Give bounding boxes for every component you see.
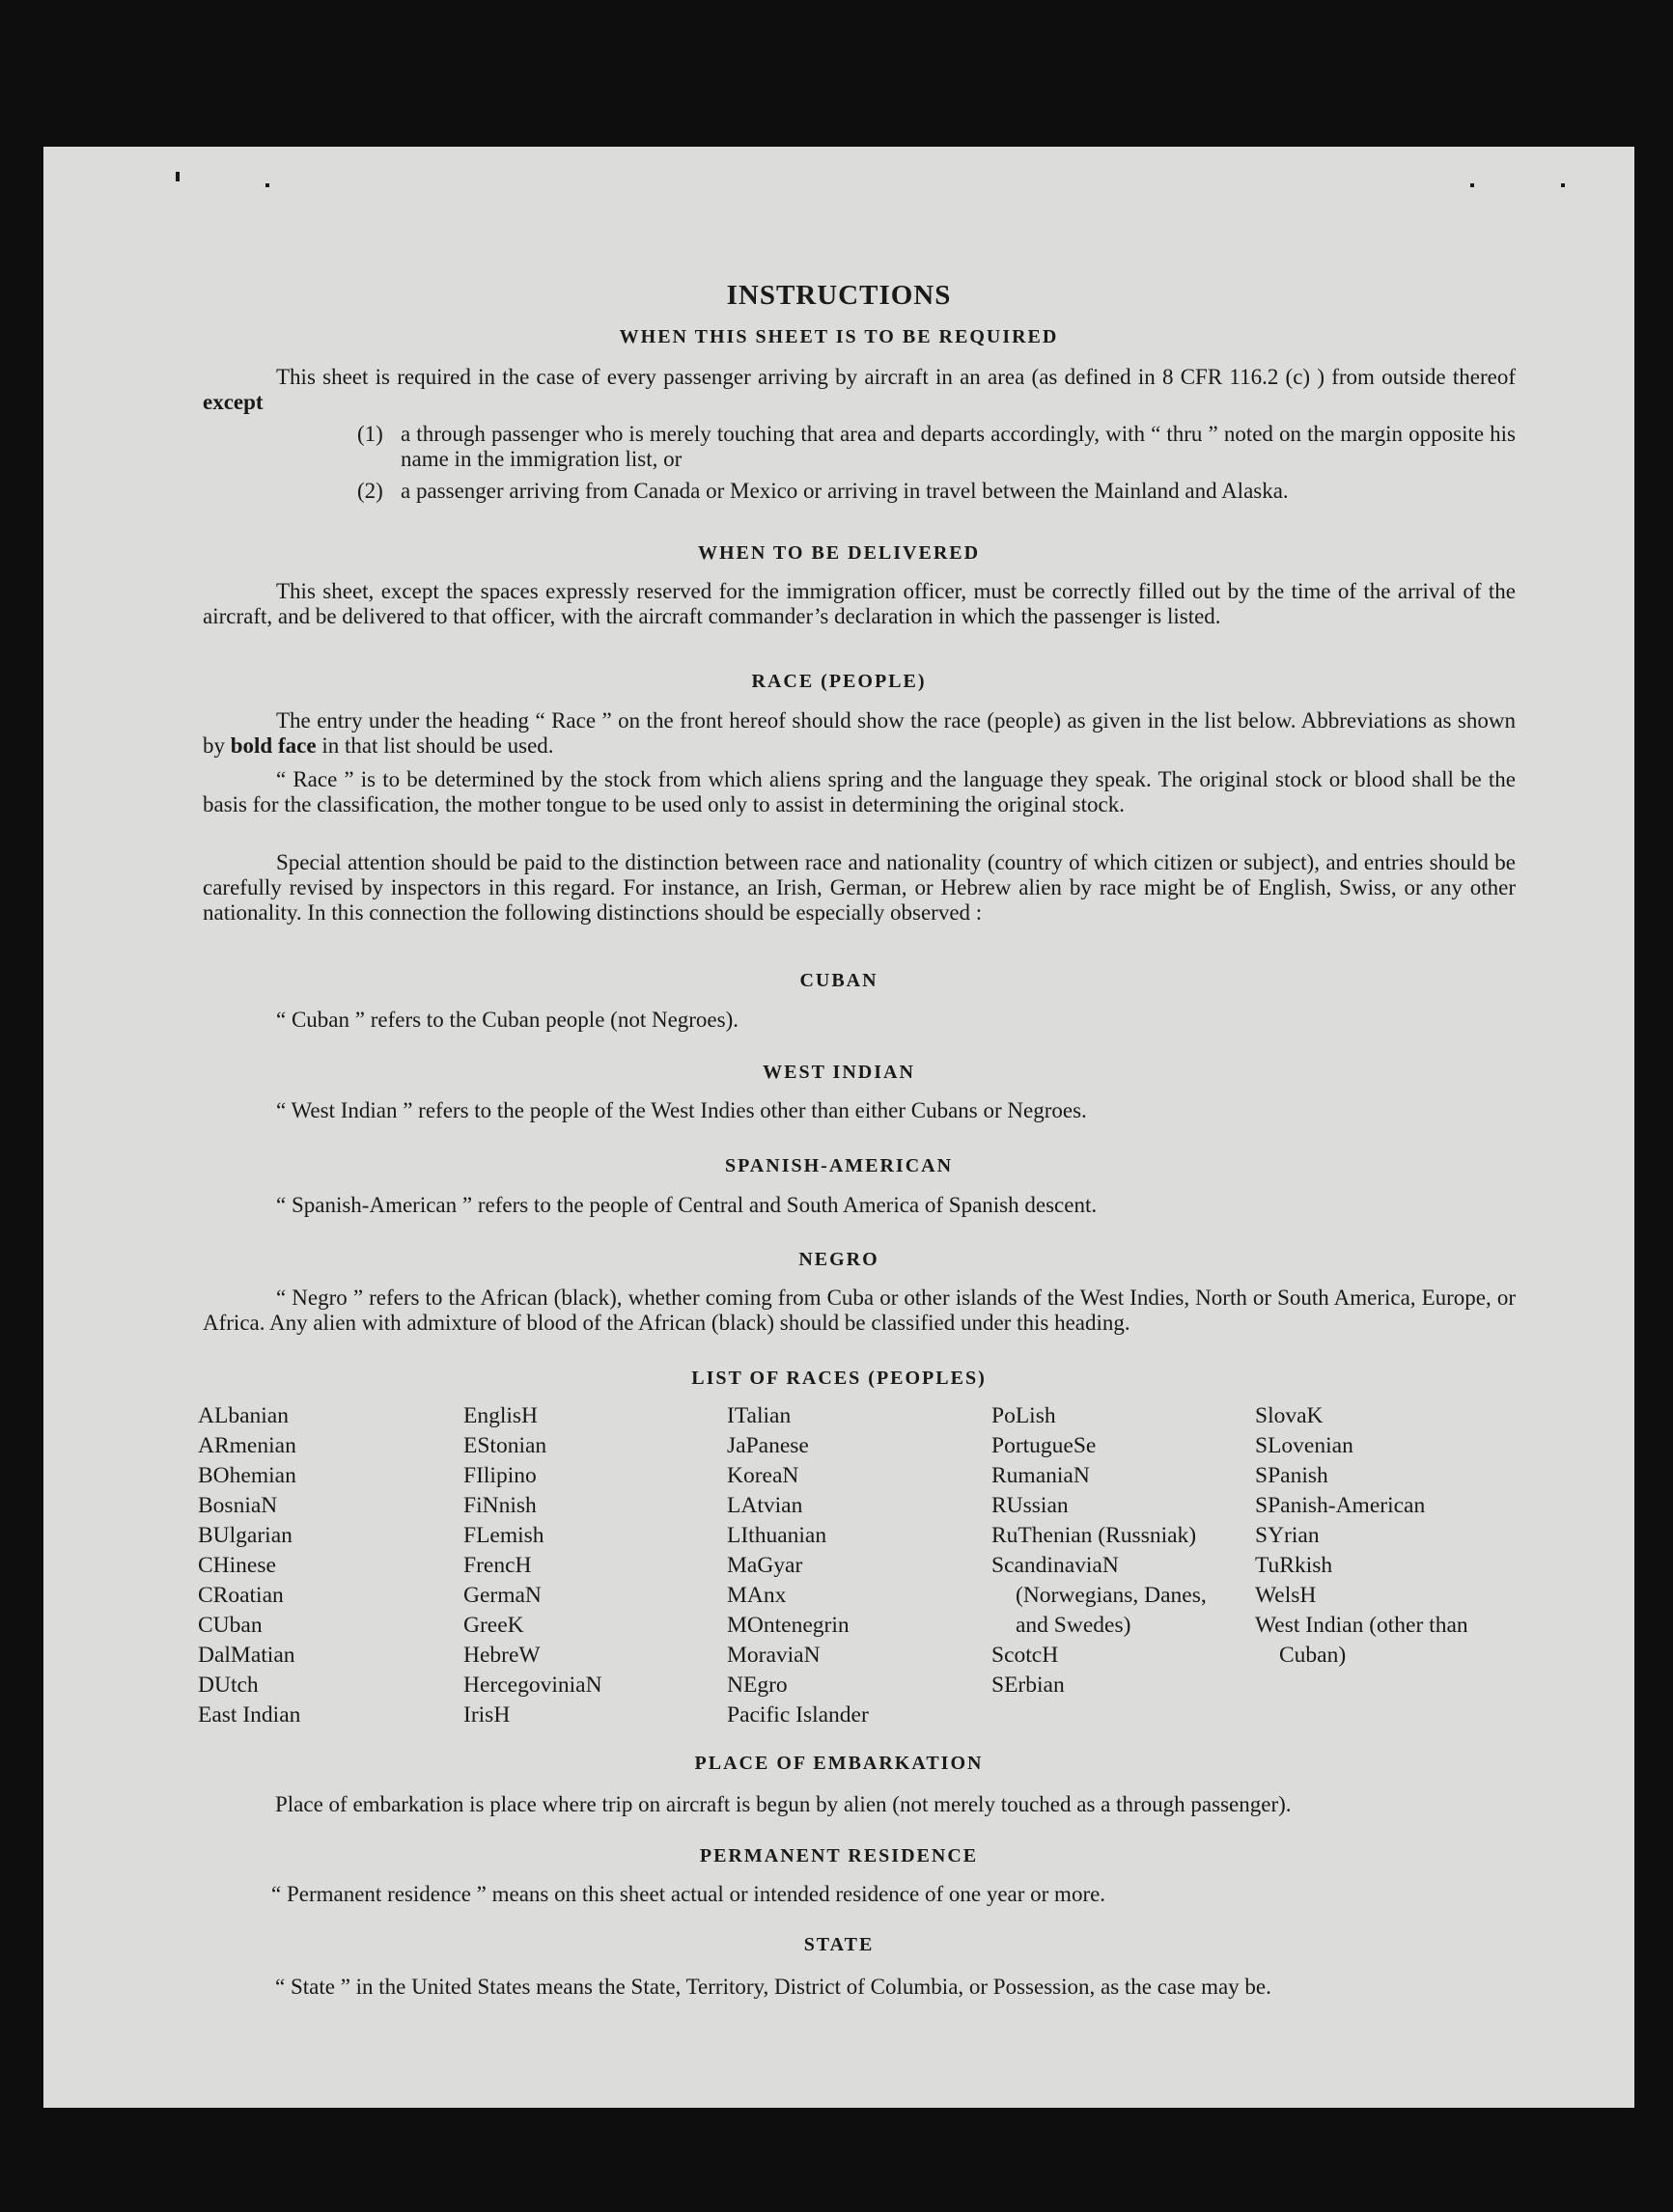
- race-entry: ARmenian: [198, 1433, 296, 1458]
- heading-state: STATE: [803, 1934, 875, 1955]
- race-entry: HercegoviniaN: [463, 1673, 602, 1698]
- race-entry: CHinese: [198, 1553, 276, 1578]
- west-indian-text: “ West Indian ” refers to the people of the West Indies other than either Cubans or Negroes.: [276, 1098, 1087, 1122]
- heading-when-required: WHEN THIS SHEET IS TO BE REQUIRED: [619, 326, 1059, 347]
- heading-place-of-embarkation: PLACE OF EMBARKATION: [694, 1753, 984, 1774]
- race-entry: Pacific Islander: [727, 1702, 869, 1728]
- bold-face-text: bold face: [230, 733, 317, 758]
- race-entry: FiNnish: [463, 1493, 537, 1518]
- race-paragraph-2: “ Race ” is to be determined by the stock from which aliens spring and the language they speak. The original stock or blood shall be the basis for the classification, the mother tongue to be used only to assist in determining the original stock.: [203, 767, 1516, 816]
- race-entry: ALbanian: [198, 1403, 289, 1428]
- race-entry: MaGyar: [727, 1553, 803, 1578]
- race-entry: DUtch: [198, 1673, 259, 1698]
- race-entry: FIlipino: [463, 1463, 537, 1488]
- race-entry: GreeK: [463, 1613, 524, 1638]
- race-entry: WelsH: [1255, 1583, 1317, 1608]
- race-column-1: [198, 1401, 444, 1730]
- race-entry: BUlgarian: [198, 1523, 293, 1548]
- race-entry: GermaN: [463, 1583, 542, 1608]
- scan-mark: [176, 172, 180, 181]
- scan-mark: [265, 183, 269, 187]
- item-text: a through passenger who is merely touching that area and departs accordingly, with “ thru ” noted on the margin opposite his name in the immigration list, or: [401, 422, 1516, 471]
- race-entry: LAtvian: [727, 1493, 803, 1518]
- document-sheet: [43, 147, 1634, 2108]
- race-p1-text-a: The entry under the heading “ Race ” on the front hereof should show the race (people) as given in the list below. Abbreviations as shown by: [203, 708, 1516, 758]
- race-entry: SLovenian: [1255, 1433, 1353, 1458]
- race-entry: PortugueSe: [991, 1433, 1097, 1458]
- race-entry: CUban: [198, 1613, 263, 1638]
- race-entry: RumaniaN: [991, 1463, 1090, 1488]
- race-entry: LIthuanian: [727, 1523, 827, 1548]
- cuban-text: “ Cuban ” refers to the Cuban people (not Negroes).: [276, 1008, 739, 1032]
- heading-west-indian: WEST INDIAN: [763, 1062, 915, 1083]
- race-paragraph-1: [203, 708, 1516, 759]
- except-bold: except: [203, 390, 264, 414]
- race-entry: East Indian: [198, 1702, 301, 1728]
- race-column-5: [1255, 1401, 1492, 1671]
- heading-race: RACE (PEOPLE): [751, 671, 927, 692]
- when-required-intro: [203, 365, 1516, 415]
- heading-negro: NEGRO: [798, 1249, 879, 1270]
- race-entry: MoraviaN: [727, 1643, 821, 1668]
- item-number: (2): [357, 479, 383, 503]
- race-entry: SPanish-American: [1255, 1493, 1426, 1518]
- race-entry: EStonian: [463, 1433, 547, 1458]
- heading-permanent-residence: PERMANENT RESIDENCE: [699, 1845, 979, 1866]
- heading-cuban: CUBAN: [799, 970, 878, 991]
- race-entry: PoLish: [991, 1403, 1056, 1428]
- scan-mark: [1470, 183, 1474, 187]
- race-entry: SErbian: [991, 1673, 1065, 1698]
- race-entry: TuRkish: [1255, 1553, 1333, 1578]
- race-paragraph-3: Special attention should be paid to the distinction between race and nationality (country of which citizen or subject), and entries should be carefully revised by inspectors in this regard. For instance, an Irish, German, or Hebrew alien by race might be of English, Swiss, or any other nationality. In this connection the following distinctions should be especially observed :: [203, 850, 1516, 925]
- when-delivered-text: This sheet, except the spaces expressly reserved for the immigration officer, must be correctly filled out by the time of the arrival of the aircraft, and be delivered to that officer, with the aircraft commander’s declaration in which the passenger is listed.: [203, 579, 1516, 628]
- race-entry: SPanish: [1255, 1463, 1328, 1488]
- place-of-embarkation-text: Place of embarkation is place where trip on aircraft is begun by alien (not merely touched as a through passenger).: [275, 1792, 1292, 1816]
- race-entry: NEgro: [727, 1673, 788, 1698]
- race-entry: West Indian (other than Cuban): [1255, 1613, 1468, 1668]
- race-entry: ScandinaviaN (Norwegians, Danes, and Swedes): [991, 1553, 1207, 1638]
- heading-spanish-american: SPANISH-AMERICAN: [724, 1155, 954, 1176]
- race-column-3: [727, 1401, 983, 1730]
- race-entry: EnglisH: [463, 1403, 539, 1428]
- heading-when-delivered: WHEN TO BE DELIVERED: [697, 542, 981, 564]
- race-entry: IrisH: [463, 1702, 511, 1728]
- list-item: [357, 479, 1516, 504]
- race-entry: RuThenian (Russniak): [991, 1523, 1197, 1548]
- race-entry: HebreW: [463, 1643, 541, 1668]
- when-required-intro-text: This sheet is required in the case of every passenger arriving by aircraft in an area (as defined in 8 CFR 116.2 (c) ) from outside thereof: [276, 365, 1516, 389]
- item-text: a passenger arriving from Canada or Mexico or arriving in travel between the Mainland and Alaska.: [401, 479, 1289, 503]
- race-entry: FLemish: [463, 1523, 544, 1548]
- spanish-american-text: “ Spanish-American ” refers to the people of Central and South America of Spanish descent.: [276, 1193, 1098, 1217]
- race-entry: BOhemian: [198, 1463, 296, 1488]
- race-column-4: [991, 1401, 1238, 1700]
- race-entry: ITalian: [727, 1403, 792, 1428]
- race-entry: RUssian: [991, 1493, 1069, 1518]
- scan-mark: [1561, 183, 1565, 187]
- race-entry: KoreaN: [727, 1463, 799, 1488]
- race-entry: SlovaK: [1255, 1403, 1324, 1428]
- race-entry: ScotcH: [991, 1643, 1059, 1668]
- permanent-residence-text: “ Permanent residence ” means on this sheet actual or intended residence of one year or more.: [271, 1882, 1106, 1906]
- race-entry: SYrian: [1255, 1523, 1320, 1548]
- race-entry: MOntenegrin: [727, 1613, 850, 1638]
- race-p1-text-b: in that list should be used.: [321, 733, 554, 758]
- state-text: “ State ” in the United States means the State, Territory, District of Columbia, or Possession, as the case may be.: [275, 1975, 1271, 1999]
- race-entry: FrencH: [463, 1553, 532, 1578]
- page-title: INSTRUCTIONS: [726, 280, 952, 311]
- race-entry: JaPanese: [727, 1433, 809, 1458]
- heading-list-of-races: LIST OF RACES (PEOPLES): [691, 1368, 987, 1389]
- list-item: [357, 422, 1516, 472]
- race-column-2: [463, 1401, 714, 1730]
- race-entry: CRoatian: [198, 1583, 284, 1608]
- negro-text: “ Negro ” refers to the African (black), whether coming from Cuba or other islands of the West Indies, North or South America, Europe, or Africa. Any alien with admixture of blood of the African (black) should be classified under this heading.: [203, 1286, 1516, 1335]
- race-entry: DalMatian: [198, 1643, 295, 1668]
- race-entry: MAnx: [727, 1583, 787, 1608]
- item-number: (1): [357, 422, 383, 446]
- race-entry: BosniaN: [198, 1493, 278, 1518]
